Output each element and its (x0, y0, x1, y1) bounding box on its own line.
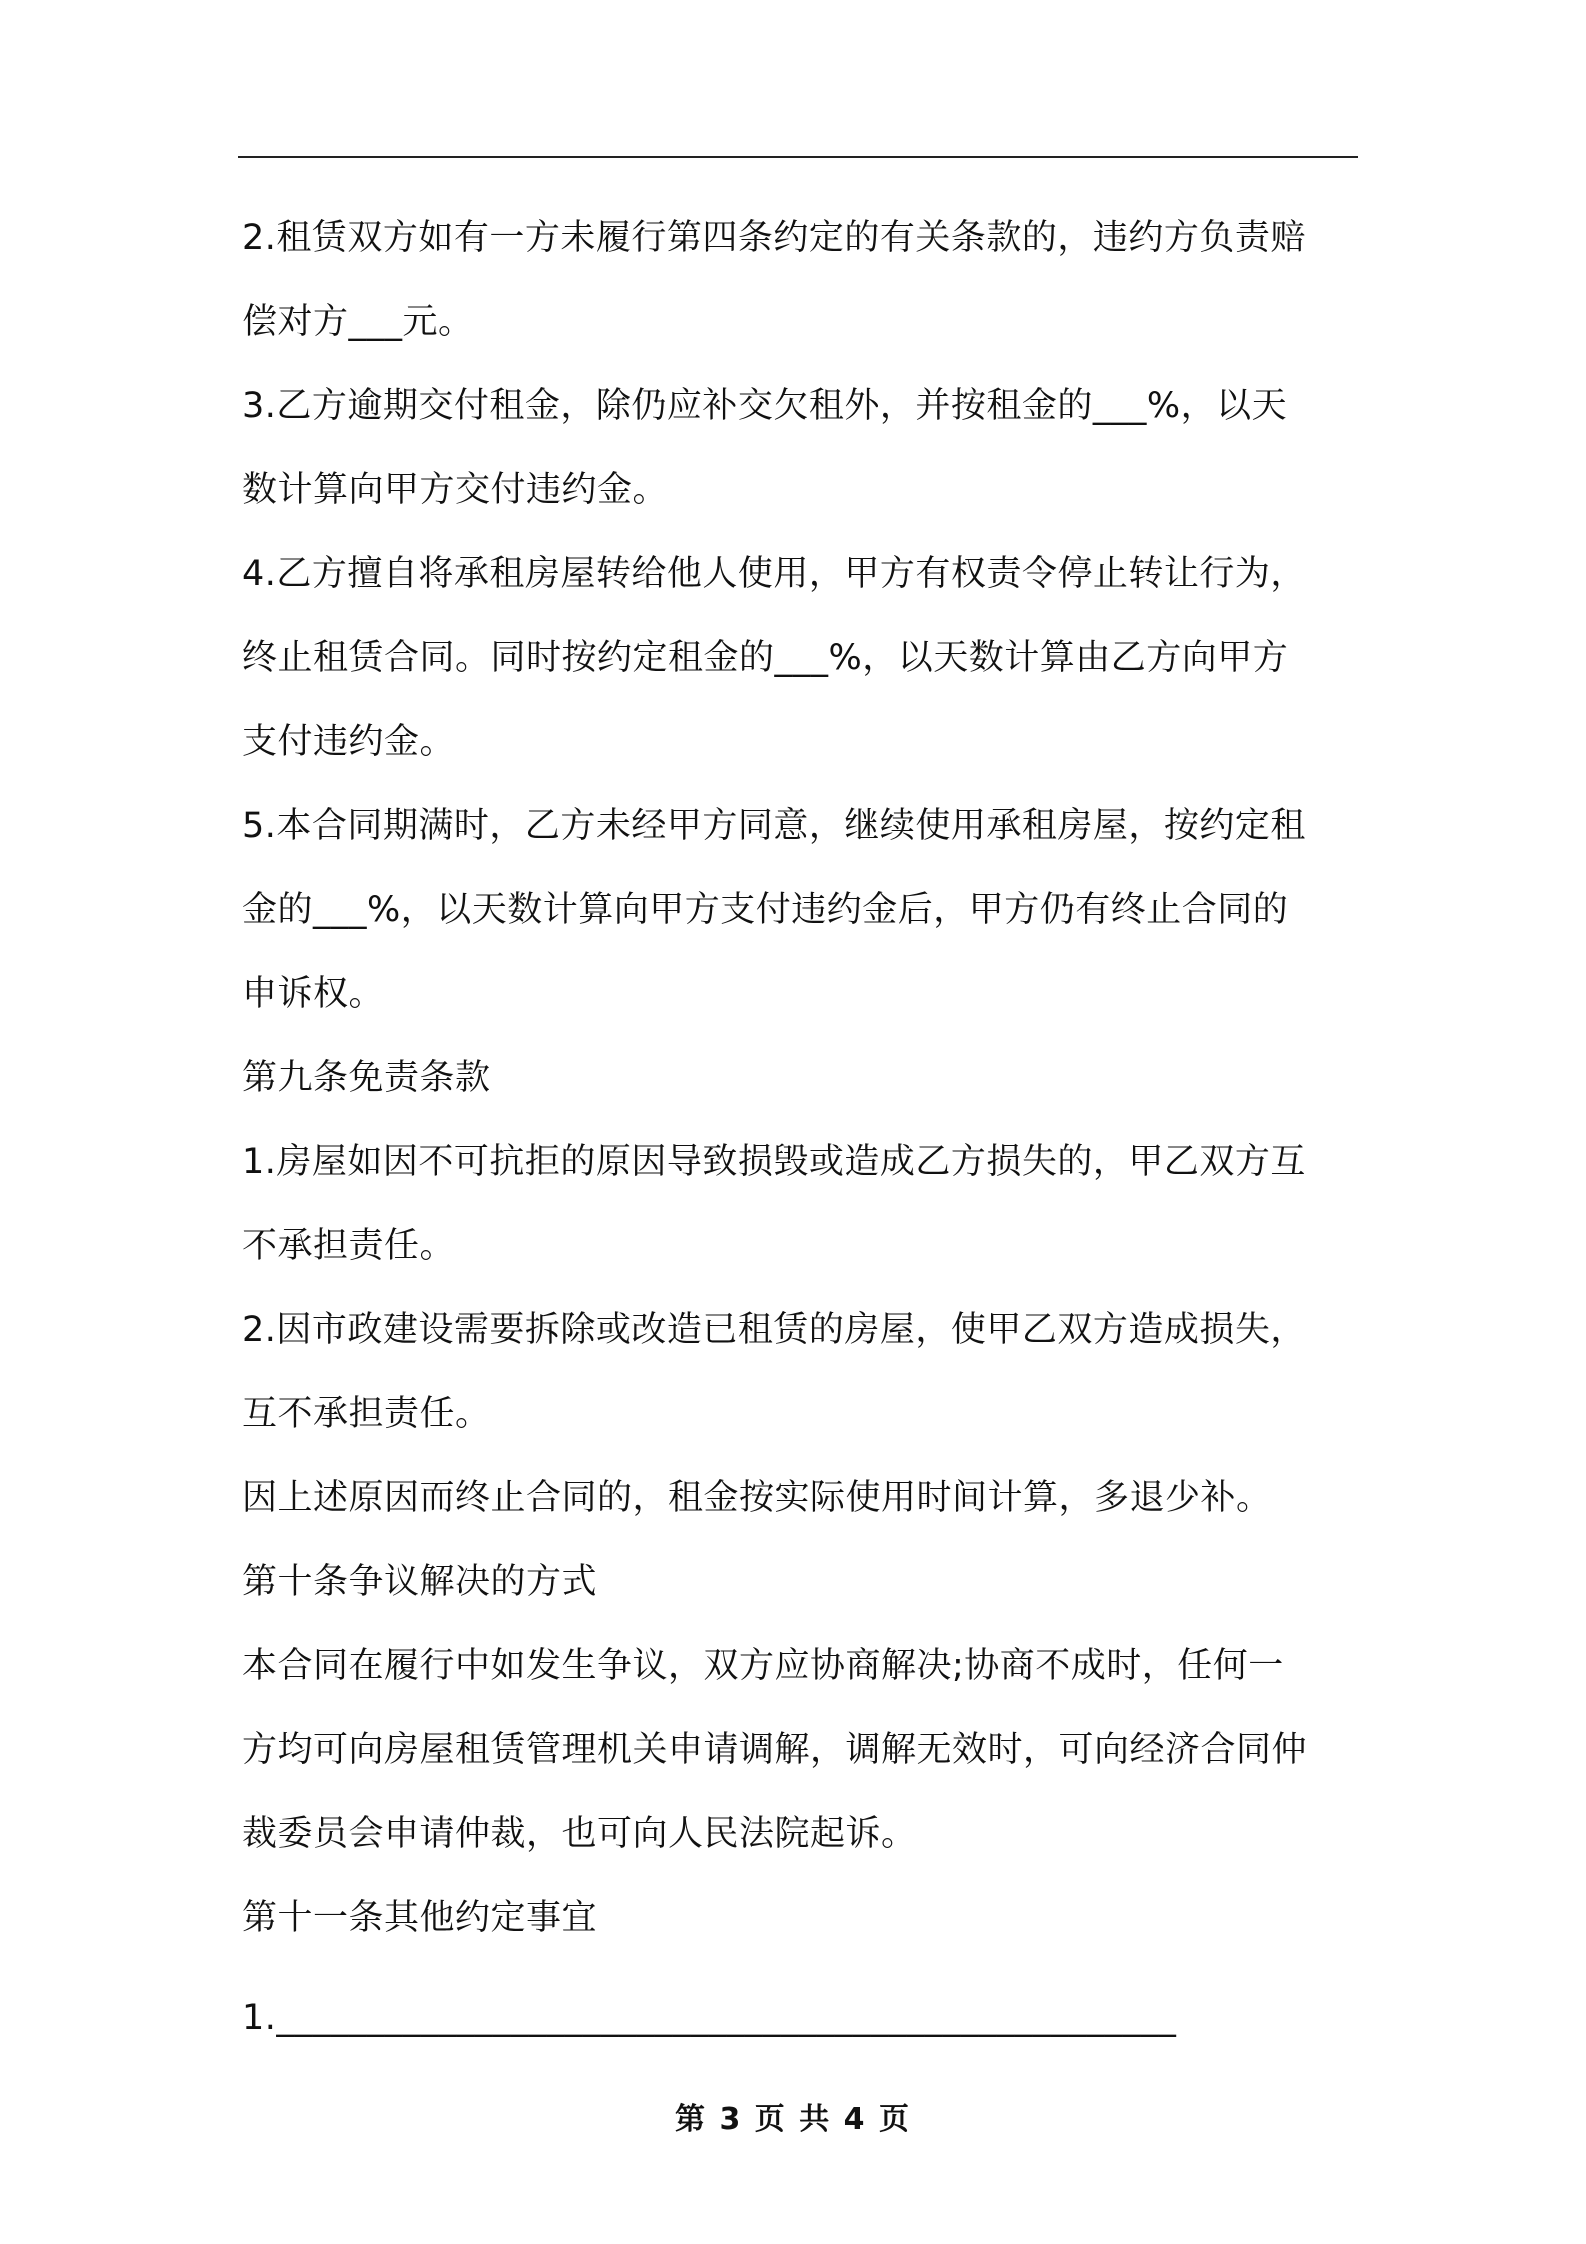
clause-8-item-2-line-2: 偿对方___元。 (242, 302, 474, 342)
clause-10-body-line-3: 裁委员会申请仲裁，也可向人民法院起诉。 (242, 1814, 917, 1854)
clause-9-item-1-line-2: 不承担责任。 (242, 1226, 456, 1266)
header-rule (238, 156, 1358, 158)
clause-11-item-1-blank: 1.__________________________________________________ (242, 1998, 1177, 2038)
clause-9-item-2-line-2: 互不承担责任。 (242, 1394, 491, 1434)
clause-9-heading: 第九条免责条款 (242, 1058, 491, 1098)
document-body (242, 196, 1362, 2060)
clause-8-item-4-line-2: 终止租赁合同。同时按约定租金的___%，以天数计算由乙方向甲方 (242, 638, 1289, 678)
clause-8-item-5-line-1: 5.本合同期满时，乙方未经甲方同意，继续使用承租房屋，按约定租 (242, 806, 1306, 846)
clause-11-heading: 第十一条其他约定事宜 (242, 1898, 598, 1938)
clause-10-heading: 第十条争议解决的方式 (242, 1562, 598, 1602)
clause-8-item-5-line-3: 申诉权。 (242, 974, 385, 1014)
clause-8-item-4-line-1: 4.乙方擅自将承租房屋转给他人使用，甲方有权责令停止转让行为， (242, 554, 1306, 594)
clause-8-item-3-line-1: 3.乙方逾期交付租金，除仍应补交欠租外，并按租金的___%，以天 (242, 386, 1288, 426)
page-number: 第 3 页 共 4 页 (675, 2102, 911, 2137)
clause-9-item-1-line-1: 1.房屋如因不可抗拒的原因导致损毁或造成乙方损失的，甲乙双方互 (242, 1142, 1306, 1182)
clause-8-item-4-line-3: 支付违约金。 (242, 722, 456, 762)
clause-9-item-2-line-1: 2.因市政建设需要拆除或改造已租赁的房屋，使甲乙双方造成损失， (242, 1310, 1306, 1350)
clause-9-note: 因上述原因而终止合同的，租金按实际使用时间计算，多退少补。 (242, 1478, 1272, 1518)
clause-8-item-5-line-2: 金的___%，以天数计算向甲方支付违约金后，甲方仍有终止合同的 (242, 890, 1289, 930)
clause-10-body-line-1: 本合同在履行中如发生争议，双方应协商解决;协商不成时，任何一 (242, 1646, 1284, 1686)
clause-10-body-line-2: 方均可向房屋租赁管理机关申请调解，调解无效时，可向经济合同仲 (242, 1730, 1308, 1770)
clause-8-item-2-line-1: 2.租赁双方如有一方未履行第四条约定的有关条款的，违约方负责赔 (242, 218, 1306, 258)
clause-8-item-3-line-2: 数计算向甲方交付违约金。 (242, 470, 669, 510)
